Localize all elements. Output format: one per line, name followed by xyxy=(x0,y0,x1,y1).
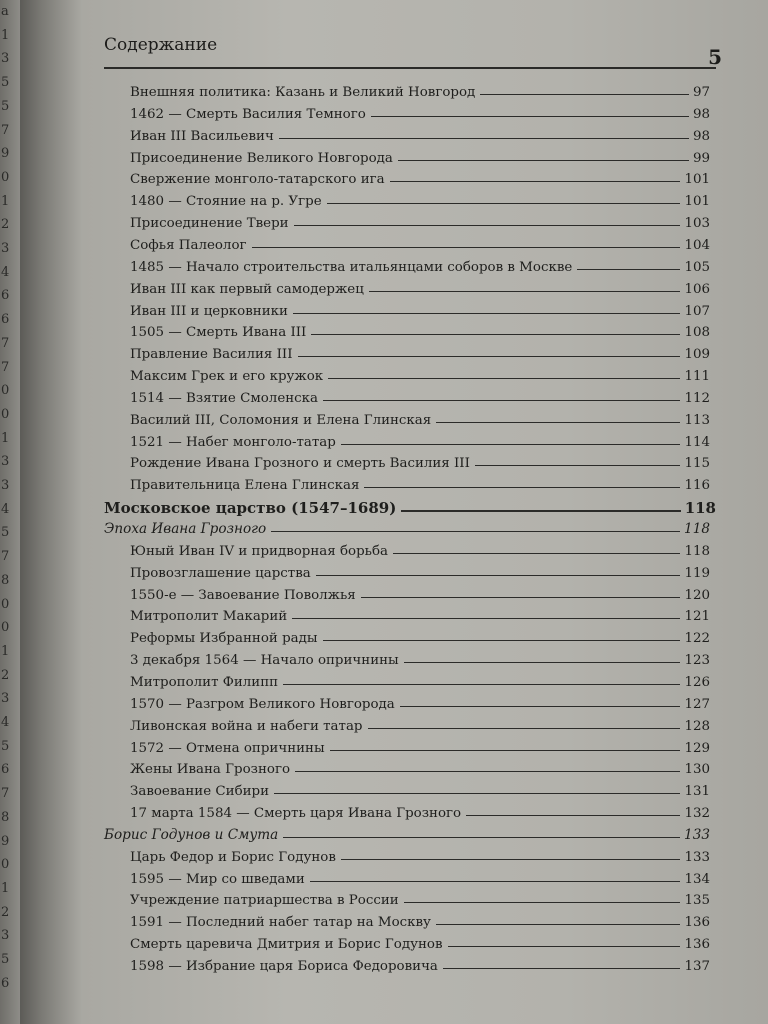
toc-part-heading xyxy=(104,493,716,517)
toc-entry-title: Свержение монголо-татарского ига xyxy=(130,172,385,188)
toc-entry-page: 118 xyxy=(684,521,710,537)
toc-leader-line xyxy=(341,444,681,445)
toc-entry-title: Завоевание Сибири xyxy=(130,784,270,800)
toc-section-heading xyxy=(104,515,710,537)
toc-entry-title: Иван III как первый самодержец xyxy=(130,281,364,297)
margin-number: 5 xyxy=(1,952,10,967)
toc-leader-line xyxy=(466,815,680,816)
toc-leader-line xyxy=(393,553,680,554)
toc-leader-line xyxy=(310,881,681,882)
toc-entry-page: 128 xyxy=(684,718,710,734)
toc-entry xyxy=(130,930,710,952)
margin-number: 9 xyxy=(1,833,10,849)
toc-entry xyxy=(130,100,710,122)
toc-leader-line xyxy=(330,750,681,751)
toc-entry xyxy=(130,209,710,231)
toc-entry xyxy=(130,712,710,734)
toc-leader-line xyxy=(323,400,680,401)
toc-entry-page: 121 xyxy=(684,609,710,625)
margin-number: 7 xyxy=(1,359,10,375)
toc-entry xyxy=(130,231,710,253)
toc-entry-page: 116 xyxy=(684,478,710,494)
toc-entry xyxy=(130,581,710,603)
toc-entry-title: Учреждение патриаршества в России xyxy=(130,893,399,909)
toc-entry-title: Ливонская война и набеги татар xyxy=(130,718,363,734)
margin-number: 4 xyxy=(1,264,10,280)
toc-entry-page: 108 xyxy=(684,325,710,341)
toc-leader-line xyxy=(400,706,681,707)
margin-number: 5 xyxy=(1,525,10,541)
margin-number: 2 xyxy=(1,667,10,683)
margin-number: 1 xyxy=(1,880,10,896)
toc-entry-title: Митрополит Филипп xyxy=(130,674,279,690)
margin-number: 8 xyxy=(1,572,10,588)
toc-entry-page: 98 xyxy=(692,128,710,144)
margin-number: 3 xyxy=(1,51,10,67)
toc-leader-line xyxy=(448,946,681,947)
toc-entry xyxy=(130,428,710,450)
margin-number: 7 xyxy=(1,122,10,138)
toc-entry-page: 130 xyxy=(684,762,710,778)
toc-entry-title: Митрополит Макарий xyxy=(130,609,288,625)
toc-leader-line xyxy=(404,662,681,663)
toc-entry-title: 1521 — Набег монголо-татар xyxy=(130,434,336,450)
toc-entry-title: Смерть царевича Дмитрия и Борис Годунов xyxy=(130,937,443,953)
running-title: Содержание xyxy=(104,35,218,55)
toc-entry-title: Правительница Елена Глинская xyxy=(130,478,360,494)
toc-leader-line xyxy=(274,793,680,794)
toc-leader-line xyxy=(368,728,681,729)
toc-leader-line xyxy=(436,422,680,423)
margin-number: 1 xyxy=(1,193,10,209)
toc-entry-page: 109 xyxy=(684,347,710,363)
toc-leader-line xyxy=(295,771,680,772)
toc-entry xyxy=(130,384,710,406)
margin-number: 3 xyxy=(1,241,10,256)
toc-entry-page: 136 xyxy=(684,915,710,931)
toc-entry-title: Софья Палеолог xyxy=(130,237,247,253)
toc-entry-page: 104 xyxy=(684,237,710,253)
toc-entry xyxy=(130,865,710,887)
toc-entry xyxy=(130,144,710,166)
toc-entry xyxy=(130,777,710,799)
margin-number: 2 xyxy=(1,904,10,920)
toc-entry-title: Эпоха Ивана Грозного xyxy=(104,521,267,537)
toc-entry-title: Жены Ивана Грозного xyxy=(130,762,291,778)
toc-leader-line xyxy=(390,181,681,182)
toc-entry-title: Иван III Васильевич xyxy=(130,128,274,144)
margin-number: 3 xyxy=(1,691,10,707)
toc-entry xyxy=(130,843,710,865)
margin-number: 7 xyxy=(1,549,10,565)
margin-number: 4 xyxy=(1,715,10,730)
toc-entry-page: 114 xyxy=(684,434,710,450)
margin-number: 1 xyxy=(1,27,10,43)
toc-entry-title: Юный Иван IV и придворная борьба xyxy=(130,543,389,559)
toc-entry-page: 101 xyxy=(684,172,710,188)
toc-entry-page: 118 xyxy=(684,499,716,518)
toc-leader-line xyxy=(283,684,680,685)
toc-leader-line xyxy=(436,924,681,925)
toc-entry xyxy=(130,122,710,144)
book-gutter xyxy=(20,0,82,1024)
toc-entry-page: 132 xyxy=(684,806,710,822)
toc-entry-title: Присоединение Великого Новгорода xyxy=(130,150,393,166)
toc-entry xyxy=(130,340,710,362)
toc-entry xyxy=(130,78,710,100)
toc-entry-page: 136 xyxy=(684,937,710,953)
book-page xyxy=(82,0,768,1024)
toc-entry-title: 1505 — Смерть Ивана III xyxy=(130,325,307,341)
toc-leader-line xyxy=(292,618,680,619)
margin-number: 1 xyxy=(1,643,10,659)
toc-entry-title: Царь Федор и Борис Годунов xyxy=(130,849,336,865)
toc-entry-page: 127 xyxy=(684,696,710,712)
toc-entry-title: 3 декабря 1564 — Начало опричнины xyxy=(130,653,399,669)
toc-entry xyxy=(130,362,710,384)
margin-number: 3 xyxy=(1,454,10,470)
margin-number: 6 xyxy=(1,312,10,328)
toc-entry-page: 119 xyxy=(684,565,710,581)
toc-entry-page: 103 xyxy=(684,216,710,232)
margin-number: 3 xyxy=(1,928,10,944)
margin-number: 6 xyxy=(1,975,10,991)
margin-number: 0 xyxy=(1,596,10,612)
page-number: 5 xyxy=(708,45,722,69)
margin-number: 9 xyxy=(1,146,10,162)
toc-entry-title: 1591 — Последний набег татар на Москву xyxy=(130,915,431,931)
toc-leader-line xyxy=(364,487,680,488)
toc-entry xyxy=(130,449,710,471)
toc-entry-title: Борис Годунов и Смута xyxy=(104,826,279,843)
toc-entry-title: 1462 — Смерть Василия Темного xyxy=(130,106,366,122)
toc-leader-line xyxy=(294,225,681,226)
toc-leader-line xyxy=(293,313,681,314)
margin-number: 7 xyxy=(1,335,10,351)
toc-entry xyxy=(130,537,710,559)
margin-number: 5 xyxy=(1,98,10,114)
toc-entry-title: Василий III, Соломония и Елена Глинская xyxy=(130,412,432,428)
toc-entry-title: 1570 — Разгром Великого Новгорода xyxy=(130,696,395,712)
margin-number: 1 xyxy=(1,430,10,446)
toc-leader-line xyxy=(401,510,680,512)
toc-entry-title: 1514 — Взятие Смоленска xyxy=(130,390,319,406)
toc-entry xyxy=(130,406,710,428)
toc-entry-title: Присоединение Твери xyxy=(130,216,289,232)
page-header xyxy=(104,33,722,69)
toc-entry-title: 1480 — Стояние на р. Угре xyxy=(130,194,322,210)
toc-entry-page: 115 xyxy=(684,456,710,472)
toc-leader-line xyxy=(298,356,681,357)
toc-entry xyxy=(130,908,710,930)
margin-number: 6 xyxy=(1,288,10,304)
toc-section-heading xyxy=(104,821,710,843)
toc-leader-line xyxy=(311,334,680,335)
toc-entry-title: Московское царство (1547–1689) xyxy=(104,499,397,518)
margin-number: 8 xyxy=(1,809,10,825)
toc-entry-title: Максим Грек и его кружок xyxy=(130,369,324,385)
toc-entry xyxy=(130,952,710,974)
toc-entry xyxy=(130,799,710,821)
toc-leader-line xyxy=(480,94,689,95)
toc-entry-page: 131 xyxy=(684,784,710,800)
toc-entry-page: 133 xyxy=(684,826,710,843)
toc-entry xyxy=(130,734,710,756)
toc-leader-line xyxy=(443,968,681,969)
toc-entry-title: 1485 — Начало строительства итальянцами соборов в Москве xyxy=(130,259,573,275)
toc-entry-page: 135 xyxy=(684,893,710,909)
margin-number: 0 xyxy=(1,857,10,873)
toc-entry-title: Правление Василия III xyxy=(130,347,293,363)
toc-entry-page: 111 xyxy=(684,369,710,385)
toc-leader-line xyxy=(341,859,681,860)
toc-entry-title: Реформы Избранной рады xyxy=(130,631,318,647)
toc-entry-page: 113 xyxy=(684,412,710,428)
toc-leader-line xyxy=(371,116,689,117)
margin-number: 0 xyxy=(1,620,10,636)
toc-entry xyxy=(130,559,710,581)
toc-entry-page: 123 xyxy=(684,653,710,669)
toc-entry-page: 101 xyxy=(684,194,710,210)
margin-number: 6 xyxy=(1,762,10,778)
toc-entry xyxy=(130,253,710,275)
toc-entry xyxy=(130,165,710,187)
toc-entry xyxy=(130,297,710,319)
toc-leader-line xyxy=(271,531,680,532)
toc-leader-line xyxy=(328,378,680,379)
toc-entry-page: 126 xyxy=(684,674,710,690)
toc-entry xyxy=(130,602,710,624)
toc-entry-page: 107 xyxy=(684,303,710,319)
toc-entry-page: 137 xyxy=(684,959,710,974)
toc-entry xyxy=(130,886,710,908)
toc-entry-title: 1550-е — Завоевание Поволжья xyxy=(130,587,356,603)
toc-leader-line xyxy=(283,837,680,838)
toc-leader-line xyxy=(398,160,689,161)
toc-leader-line xyxy=(577,269,680,270)
toc-leader-line xyxy=(279,138,689,139)
toc-entry-title: Внешняя политика: Казань и Великий Новгород xyxy=(130,85,476,100)
toc-leader-line xyxy=(361,597,681,598)
toc-entry-page: 105 xyxy=(684,259,710,275)
margin-number: 0 xyxy=(1,383,10,399)
toc-entry-page: 97 xyxy=(692,85,710,100)
toc-entry xyxy=(130,755,710,777)
toc-entry-page: 99 xyxy=(692,150,710,166)
toc-entry-page: 106 xyxy=(684,281,710,297)
margin-number: 0 xyxy=(1,169,10,185)
toc-entry xyxy=(130,668,710,690)
margin-number: 4 xyxy=(1,501,10,517)
toc-entry xyxy=(130,471,710,493)
toc-entry xyxy=(130,646,710,668)
toc-entry-title: Иван III и церковники xyxy=(130,303,288,319)
margin-number: a xyxy=(1,4,9,19)
margin-number: 0 xyxy=(1,406,10,422)
margin-number: 5 xyxy=(1,75,10,91)
adjacent-page-edge xyxy=(0,0,20,1024)
toc-entry-page: 112 xyxy=(684,390,710,406)
margin-number: 7 xyxy=(1,786,10,802)
toc-entry-title: Провозглашение царства xyxy=(130,565,311,581)
toc-leader-line xyxy=(327,203,681,204)
toc-entry-page: 133 xyxy=(684,849,710,865)
toc-leader-line xyxy=(369,291,681,292)
toc-leader-line xyxy=(404,902,681,903)
toc-entry-page: 122 xyxy=(684,631,710,647)
toc-entry xyxy=(130,275,710,297)
toc-entry xyxy=(130,187,710,209)
toc-entry-page: 118 xyxy=(684,543,710,559)
toc-entry-page: 134 xyxy=(684,871,710,887)
toc-entry-title: 1595 — Мир со шведами xyxy=(130,871,305,887)
toc-leader-line xyxy=(323,640,681,641)
toc-entry-title: Рождение Ивана Грозного и смерть Василия III xyxy=(130,456,470,472)
toc-entry-title: 1572 — Отмена опричнины xyxy=(130,740,325,756)
toc-entry xyxy=(130,624,710,646)
toc-leader-line xyxy=(252,247,681,248)
toc-entry-title: 1598 — Избрание царя Бориса Федоровича xyxy=(130,959,438,974)
toc-entry-page: 120 xyxy=(684,587,710,603)
toc-leader-line xyxy=(475,465,681,466)
margin-number: 3 xyxy=(1,478,10,493)
toc-leader-line xyxy=(316,575,681,576)
margin-number: 5 xyxy=(1,738,10,754)
toc-entry xyxy=(130,690,710,712)
margin-number: 2 xyxy=(1,217,10,233)
toc-entry-page: 98 xyxy=(692,106,710,122)
toc-entry-title: 17 марта 1584 — Смерть царя Ивана Грозного xyxy=(130,806,462,822)
toc-entry-page: 129 xyxy=(684,740,710,756)
toc-entry xyxy=(130,318,710,340)
